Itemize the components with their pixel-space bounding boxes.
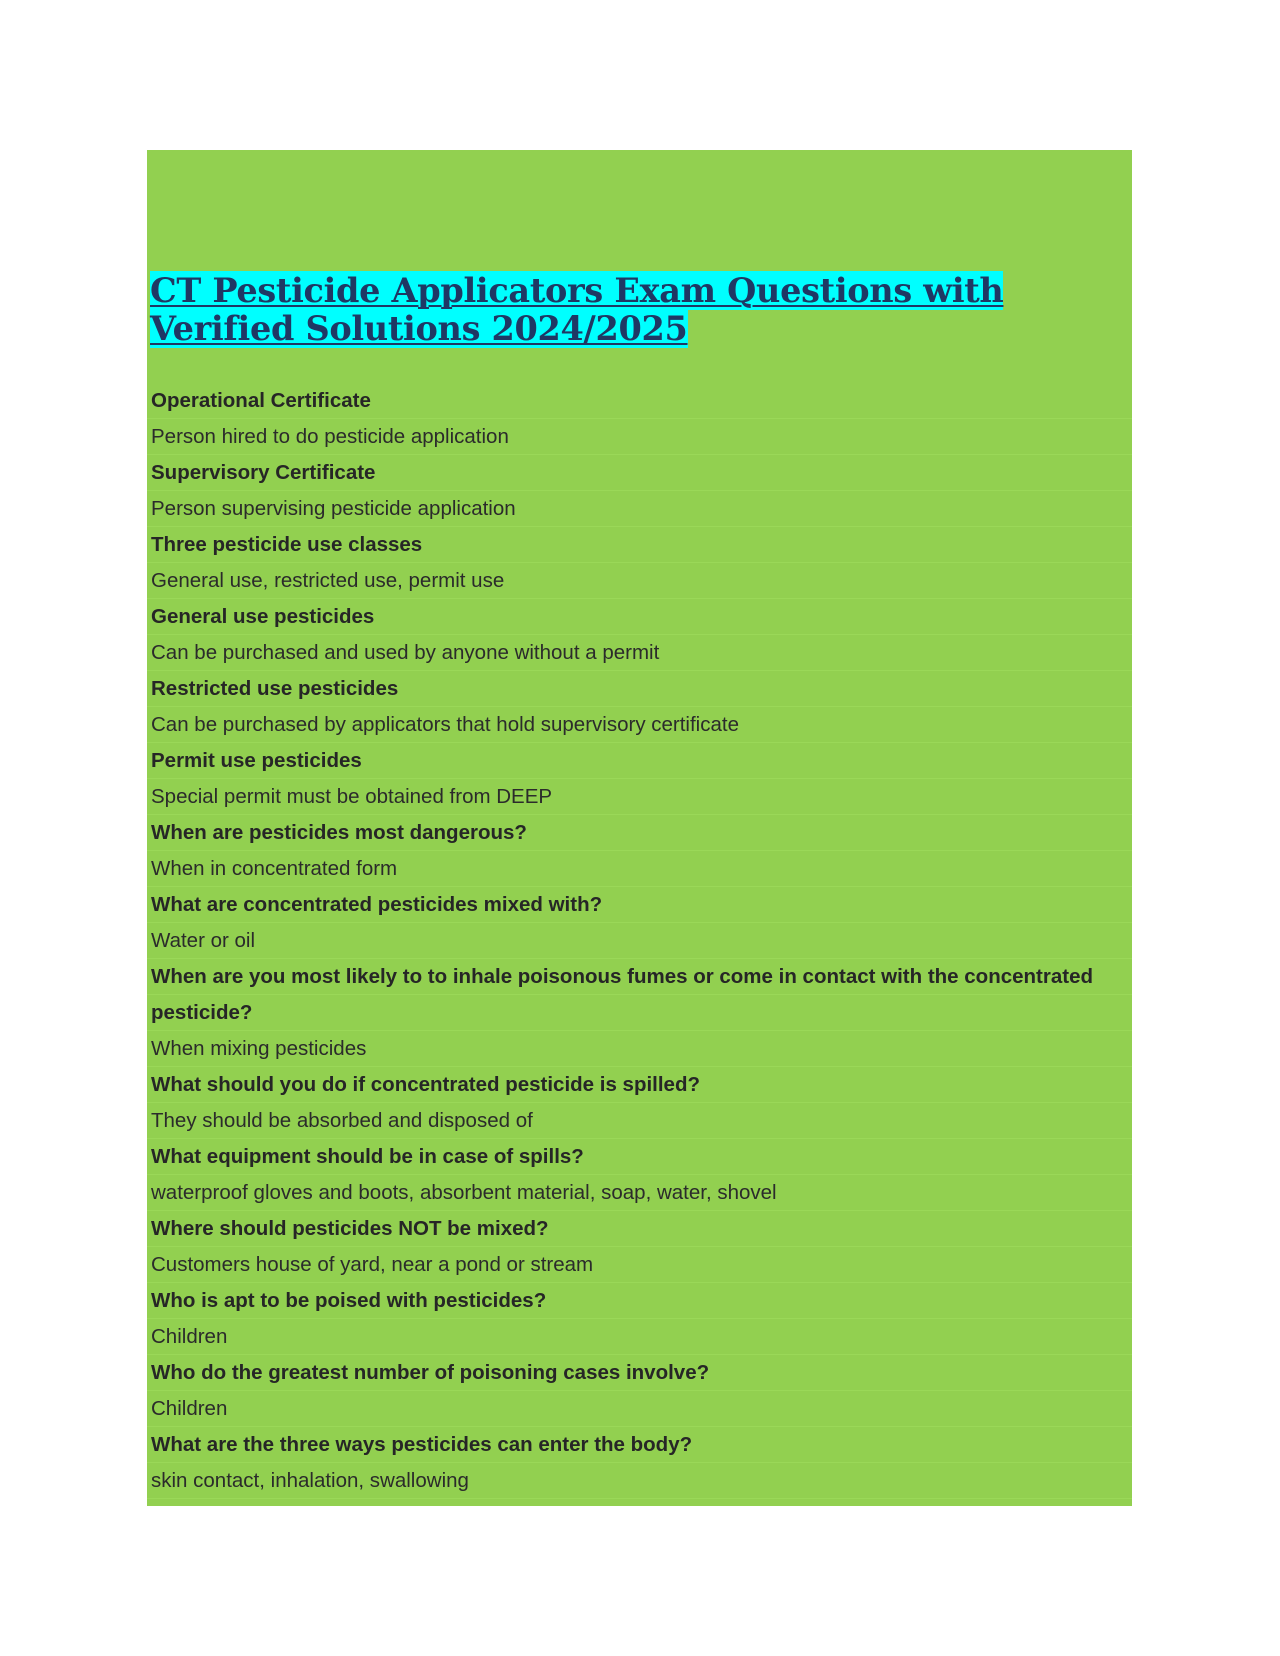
question-text: Restricted use pesticides bbox=[147, 671, 1132, 707]
question-text: What are concentrated pesticides mixed with? bbox=[147, 887, 1132, 923]
answer-text: Person supervising pesticide application bbox=[147, 491, 1132, 527]
question-text: Who is apt to be poised with pesticides? bbox=[147, 1283, 1132, 1319]
question-text: General use pesticides bbox=[147, 599, 1132, 635]
question-text: What are the three ways pesticides can enter the body? bbox=[147, 1427, 1132, 1463]
answer-text: Special permit must be obtained from DEEP bbox=[147, 779, 1132, 815]
answer-text: Can be purchased and used by anyone without a permit bbox=[147, 635, 1132, 671]
answer-text: Children bbox=[147, 1391, 1132, 1427]
qa-list bbox=[147, 383, 1132, 1499]
answer-text: Children bbox=[147, 1319, 1132, 1355]
question-text: When are pesticides most dangerous? bbox=[147, 815, 1132, 851]
question-text: Permit use pesticides bbox=[147, 743, 1132, 779]
answer-text: Customers house of yard, near a pond or stream bbox=[147, 1247, 1132, 1283]
answer-text: Person hired to do pesticide application bbox=[147, 419, 1132, 455]
question-text: What equipment should be in case of spills? bbox=[147, 1139, 1132, 1175]
answer-text: skin contact, inhalation, swallowing bbox=[147, 1463, 1132, 1499]
question-text: Three pesticide use classes bbox=[147, 527, 1132, 563]
document-title-block bbox=[150, 272, 1110, 348]
answer-text: waterproof gloves and boots, absorbent material, soap, water, shovel bbox=[147, 1175, 1132, 1211]
question-text: Supervisory Certificate bbox=[147, 455, 1132, 491]
question-text-continued: pesticide? bbox=[147, 995, 1132, 1031]
answer-text: They should be absorbed and disposed of bbox=[147, 1103, 1132, 1139]
question-text: When are you most likely to to inhale poisonous fumes or come in contact with the concentrated bbox=[147, 959, 1132, 995]
question-text: Who do the greatest number of poisoning cases involve? bbox=[147, 1355, 1132, 1391]
answer-text: When mixing pesticides bbox=[147, 1031, 1132, 1067]
answer-text: Can be purchased by applicators that hold supervisory certificate bbox=[147, 707, 1132, 743]
question-text: Where should pesticides NOT be mixed? bbox=[147, 1211, 1132, 1247]
document-title: CT Pesticide Applicators Exam Questions with Verified Solutions 2024/2025 bbox=[150, 271, 1004, 348]
answer-text: General use, restricted use, permit use bbox=[147, 563, 1132, 599]
answer-text: When in concentrated form bbox=[147, 851, 1132, 887]
question-text: Operational Certificate bbox=[147, 383, 1132, 419]
question-text: What should you do if concentrated pesticide is spilled? bbox=[147, 1067, 1132, 1103]
answer-text: Water or oil bbox=[147, 923, 1132, 959]
